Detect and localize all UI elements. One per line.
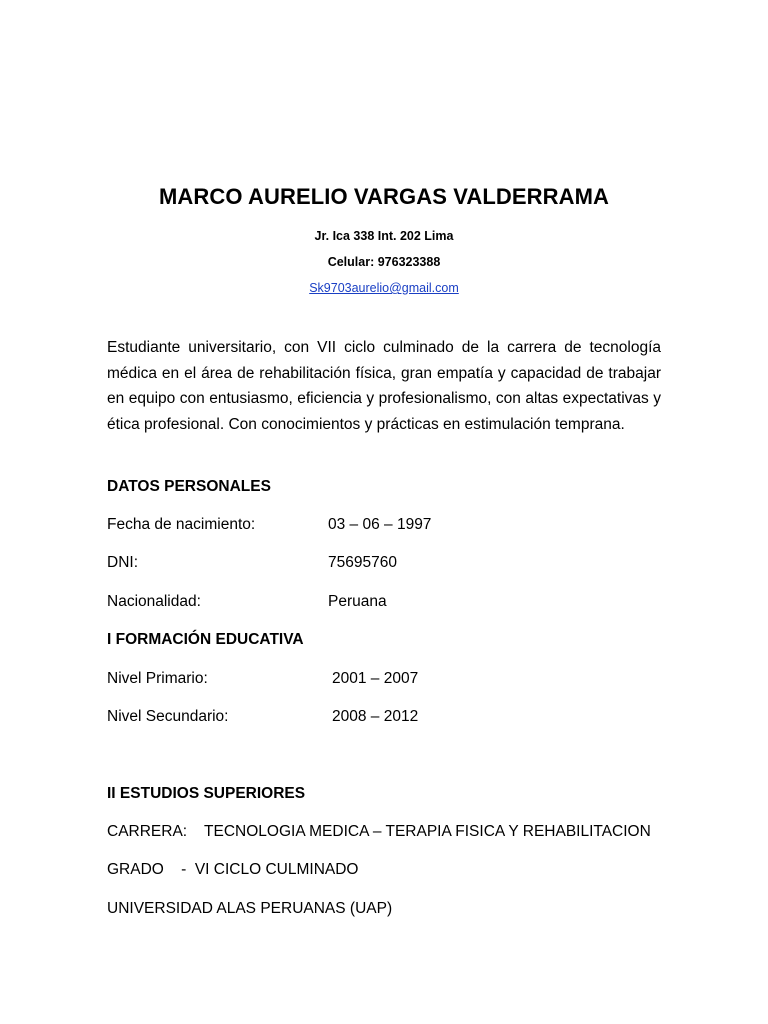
nationality-value: Peruana (328, 593, 387, 610)
grade-line: GRADO - VI CICLO CULMINADO (107, 861, 359, 878)
phone: Celular: 976323388 (327, 255, 441, 269)
birth-value: 03 – 06 – 1997 (328, 516, 432, 533)
career-line: CARRERA: TECNOLOGIA MEDICA – TERAPIA FISICA Y REHABILITACION (107, 823, 651, 840)
profile-summary: Estudiante universitario, con VII ciclo culminado de la carrera de tecnología médica en el área de rehabilitación física, gran empatía y capacidad de trabajar en equipo con entusiasmo, eficiencia y profesionalismo, con altas expectativas y ética profesional. Con conocimientos y prácticas en estimulación temprana. (107, 339, 661, 433)
email-link[interactable]: Sk9703aurelio@gmail.com (309, 281, 459, 295)
primary-value: 2001 – 2007 (332, 670, 419, 687)
secondary-label: Nivel Secundario: (107, 708, 229, 725)
birth-label: Fecha de nacimiento: (107, 516, 256, 533)
address: Jr. Ica 338 Int. 202 Lima (314, 229, 454, 243)
secondary-value: 2008 – 2012 (332, 708, 419, 725)
cv-name: MARCO AURELIO VARGAS VALDERRAMA (158, 184, 610, 209)
nationality-label: Nacionalidad: (107, 593, 201, 610)
primary-label: Nivel Primario: (107, 670, 208, 687)
dni-label: DNI: (107, 554, 138, 571)
section-title-personal: DATOS PERSONALES (107, 478, 271, 495)
university-line: UNIVERSIDAD ALAS PERUANAS (UAP) (107, 900, 393, 917)
dni-value: 75695760 (328, 554, 397, 571)
section-title-education: I FORMACIÓN EDUCATIVA (107, 631, 304, 648)
section-title-higher: II ESTUDIOS SUPERIORES (107, 785, 306, 802)
